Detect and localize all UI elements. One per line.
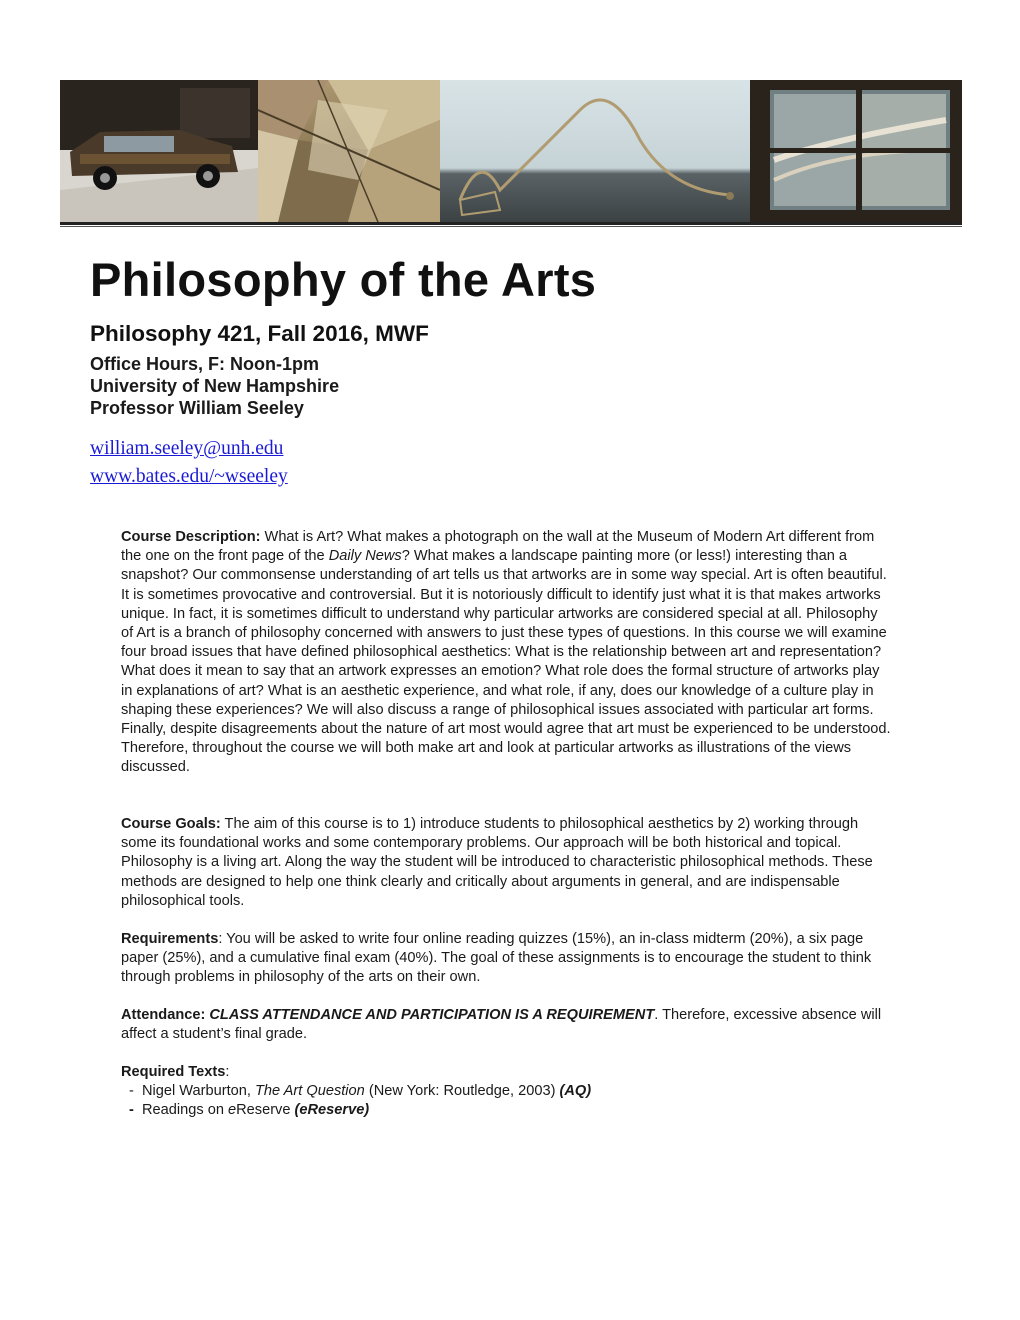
page-title: Philosophy of the Arts: [90, 253, 597, 306]
course-goals: [121, 815, 891, 911]
attendance-label: Attendance:: [121, 1007, 206, 1023]
text-reserve: Reserve: [236, 1102, 295, 1119]
text-tag: (eReserve): [294, 1102, 370, 1119]
course-description: [121, 528, 891, 778]
professor-name: Professor William Seeley: [90, 398, 304, 418]
list-item: [129, 1101, 591, 1120]
course-description-text-2: ? What makes a landscape painting more (or less!) interesting than a snapshot? Our commonsense understanding of art tells us that artworks are in some way special. Art is often beautiful. It is sometimes provocative and controversial. But it is notoriously difficult to identify just what it is that makes artworks unique. In fact, it is sometimes difficult to understand why particular artworks are considered special at all. Philosophy of Art is a branch of philosophy concerned with answers to just these types of questions. In this course we will examine four broad issues that have defined philosophical aesthetics: What is the relationship between art and representation? What does it mean to say that an artwork expresses an emotion? What role does the formal structure of artworks play in explanations of art? What is an aesthetic experience, and what role, if any, does our knowledge of a culture play in shaping these experiences? We will also discuss a range of philosophical issues associated with particular art forms. Finally, despite disagreements about the nature of art most would agree that art must be experienced to be understood. Therefore, throughout the course we will both make art and look at particular artworks as illustrations of the views discussed.: [121, 548, 891, 776]
contact-links: [90, 435, 288, 491]
banner-image-cubist-painting: [258, 80, 440, 222]
course-description-label: Course Description:: [121, 529, 261, 545]
course-goals-text: The aim of this course is to 1) introduce students to philosophical aesthetics by 2) working through some its foundational works and some contemporary problems. Our approach will be both historical and topical. Philosophy is a living art. Along the way the student will be introduced to characteristic philosophical methods. These methods are designed to help one think clearly and critically about arguments in general, and are indispensable philosophical tools.: [121, 816, 873, 909]
course-subtitle: Philosophy 421, Fall 2016, MWF: [90, 321, 429, 346]
text-italic: e: [228, 1102, 237, 1119]
attendance-emphasis: CLASS ATTENDANCE AND PARTICIPATION IS A REQUIREMENT: [209, 1007, 655, 1023]
course-info: [90, 353, 339, 419]
required-texts-heading: [121, 1063, 891, 1082]
requirements: [121, 930, 891, 988]
banner-image-station-wagon: [60, 80, 258, 222]
attendance-text: . Therefore, excessive absence will affect a student’s final grade.: [121, 1007, 882, 1043]
banner-image-sculpture-installation: [440, 80, 750, 222]
requirements-text: : You will be asked to write four online reading quizzes (15%), an in-class midterm (20%), a six page paper (25%), and a cumulative final exam (40%). The goal of these assignments is to encourage the student to think through problems in philosophy of the arts on their own.: [121, 931, 872, 986]
office-hours: Office Hours, F: Noon-1pm: [90, 354, 319, 374]
course-description-italic: Daily News: [328, 548, 402, 565]
email-link[interactable]: william.seeley@unh.edu: [90, 438, 284, 459]
text-publisher: (New York: Routledge, 2003): [364, 1083, 560, 1099]
text-title: The Art Question: [255, 1083, 365, 1099]
requirements-label: Requirements: [121, 931, 219, 947]
artwork-banner: [60, 80, 962, 222]
banner-divider-thin: [60, 226, 962, 227]
course-goals-label: Course Goals:: [121, 816, 221, 832]
required-texts-colon: :: [225, 1064, 230, 1080]
list-item: [129, 1082, 591, 1101]
list-bullet: -: [129, 1083, 134, 1099]
list-bullet: -: [129, 1102, 134, 1119]
text-author: Nigel Warburton,: [141, 1083, 255, 1099]
website-link[interactable]: www.bates.edu/~wseeley: [90, 466, 288, 487]
banner-image-window-painting: [750, 80, 962, 222]
text-tag: (AQ): [559, 1083, 592, 1099]
required-texts-label: Required Texts: [121, 1064, 226, 1080]
banner-divider: [60, 222, 962, 225]
university-name: University of New Hampshire: [90, 376, 340, 396]
attendance: [121, 1006, 891, 1044]
required-texts-list: [129, 1082, 591, 1120]
text-prefix: Readings on: [141, 1102, 228, 1119]
course-description-text-1: What is Art? What makes a photograph on the wall at the Museum of Modern Art different from the one on the front page of the: [121, 529, 875, 565]
